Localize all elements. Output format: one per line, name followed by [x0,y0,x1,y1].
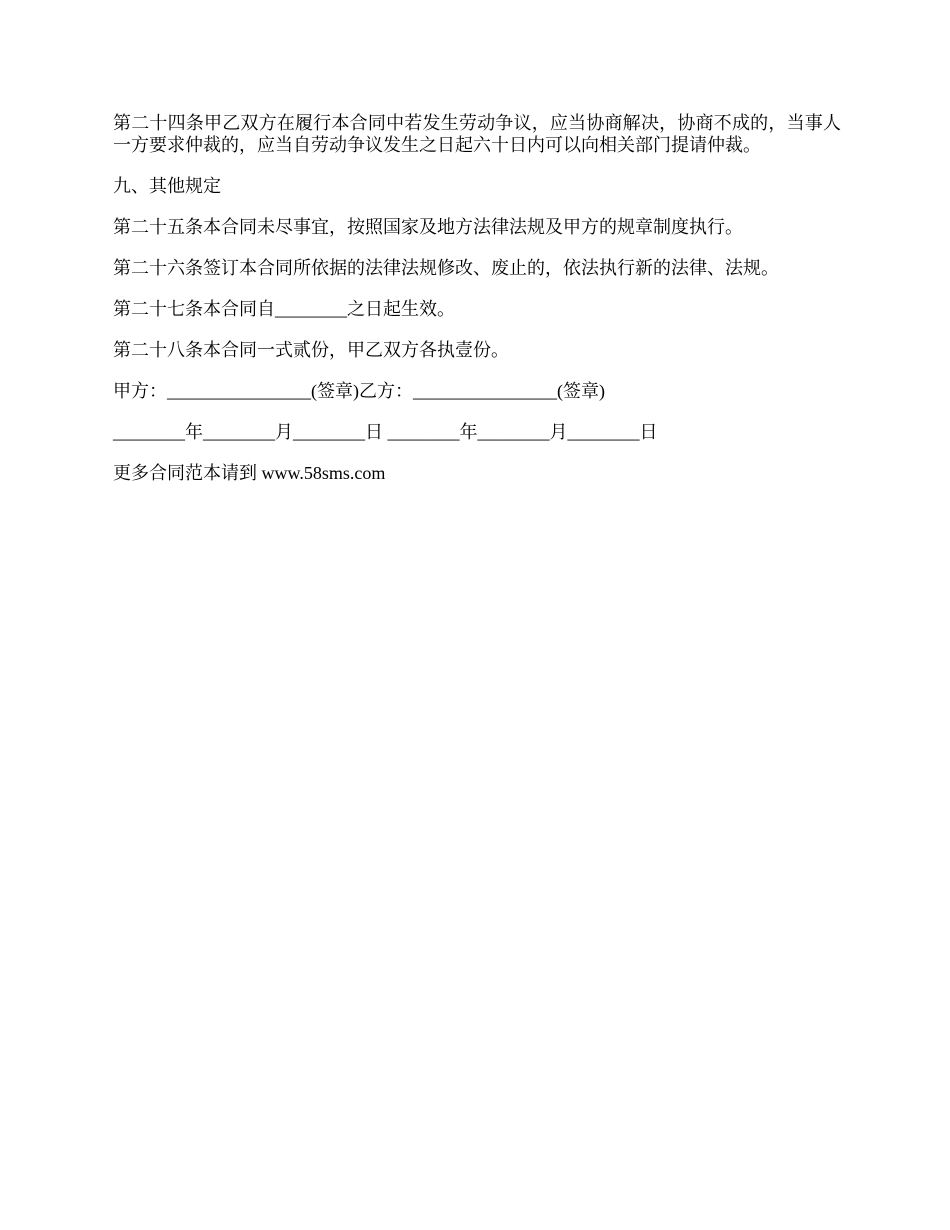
section-heading-other-provisions: 九、其他规定 [113,176,221,196]
date-line: ________年________月________日 ________年________月________日 [113,422,658,442]
article-26-paragraph: 第二十六条签订本合同所依据的法律法规修改、废止的，依法执行新的法律、法规。 [113,258,779,278]
document-page [113,112,841,503]
article-25-paragraph: 第二十五条本合同未尽事宜，按照国家及地方法律法规及甲方的规章制度执行。 [113,217,743,237]
article-28-paragraph: 第二十八条本合同一式贰份，甲乙双方各执壹份。 [113,340,509,360]
article-24-paragraph: 第二十四条甲乙双方在履行本合同中若发生劳动争议，应当协商解决，协商不成的，当事人一方要求仲裁的，应当自劳动争议发生之日起六十日内可以向相关部门提请仲裁。 [113,113,841,155]
footer-note: 更多合同范本请到 www.58sms.com [113,463,386,483]
signature-line: 甲方：________________(签章)乙方：________________(签章) [113,381,605,401]
article-27-paragraph: 第二十七条本合同自________之日起生效。 [113,299,455,319]
